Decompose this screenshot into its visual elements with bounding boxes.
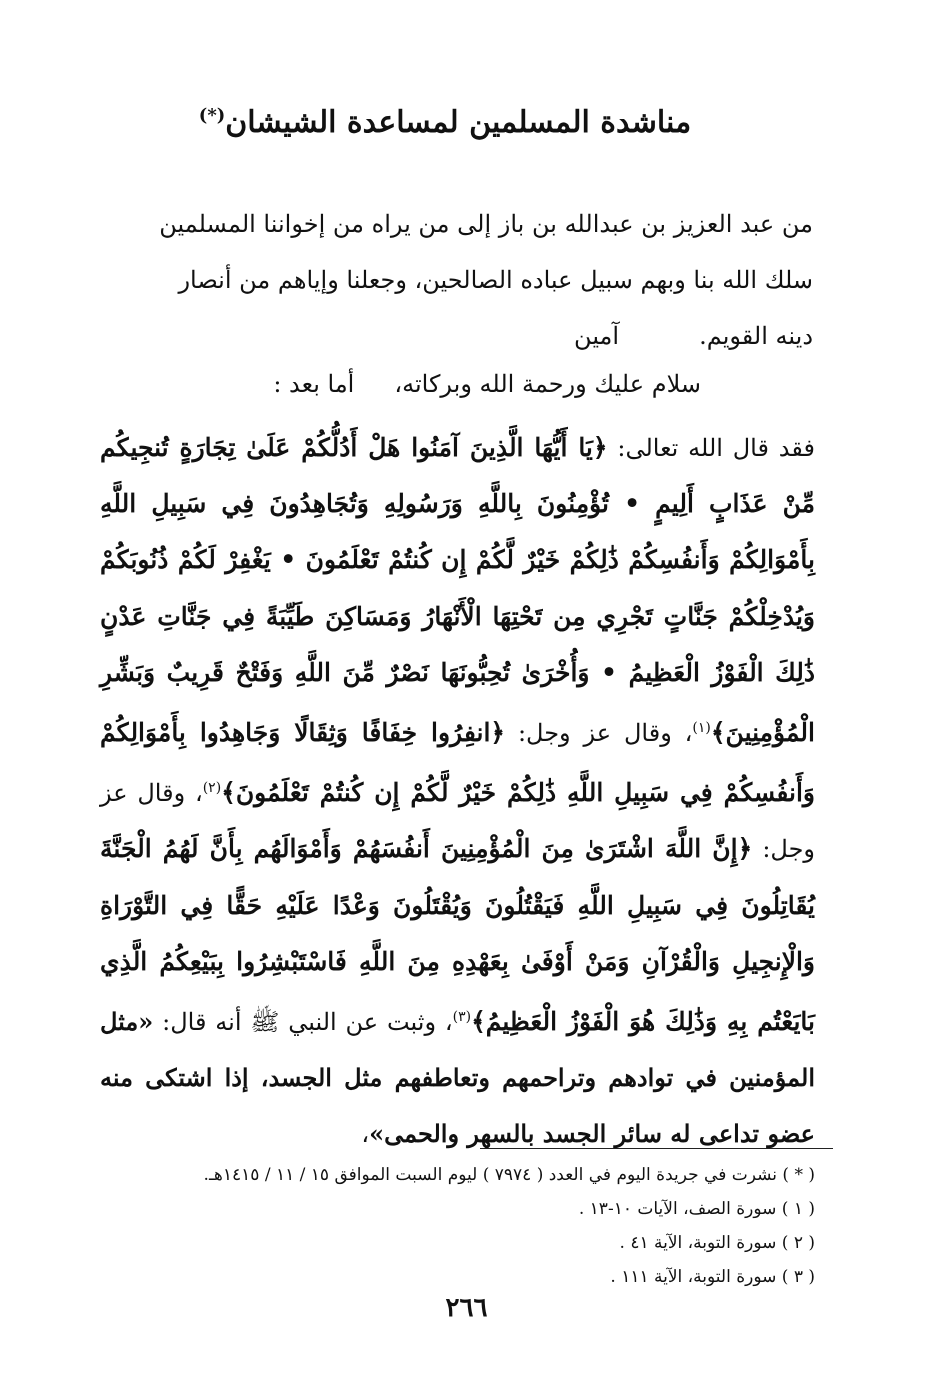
body-intro: فقد قال الله تعالى:	[617, 434, 815, 462]
body-connector: ، وقال عز وجل:	[517, 719, 693, 748]
intro-line-end: دينه القويم.	[699, 322, 813, 350]
intro-line: سلك الله بنا وبهم سبيل عباده الصالحين، وجعلنا وإياهم من أنصار	[178, 266, 813, 294]
amen-word: آمين	[574, 322, 620, 350]
body-connector: ، وثبت عن النبي ﷺ أنه قال:	[162, 1008, 453, 1037]
body-tail: ،	[361, 1120, 370, 1149]
quran-verse: ﴿إِنَّ اللَّهَ اشْتَرَىٰ مِنَ الْمُؤْمِنِينَ أَنفُسَهُمْ وَأَمْوَالَهُم بِأَنَّ لَهُمُ الْجَنَّةَ يُقَاتِلُونَ فِي سَبِيلِ اللَّهِ فَيَقْتُلُونَ وَيُقْتَلُونَ وَعْدًا عَلَيْهِ حَقًّا فِي التَّوْرَاةِ وَالْإِنجِيلِ وَالْقُرْآنِ وَمَنْ أَوْفَىٰ بِعَهْدِهِ مِنَ اللَّهِ فَاسْتَبْشِرُوا بِبَيْعِكُمُ الَّذِي بَايَعْتُم بِهِ وَذَٰلِكَ هُوَ الْفَوْزُ الْعَظِيمُ﴾	[100, 834, 815, 1037]
footnote: ( ١ ) سورة الصف، الآيات ١٠-١٣ .	[578, 1199, 815, 1219]
footnote: ( ٣ ) سورة التوبة، الآية ١١١ .	[610, 1267, 815, 1287]
footnote-divider	[480, 1148, 833, 1149]
footnote: ( * ) نشرت في جريدة اليوم في العدد ( ٧٩٧٤ ) ليوم السبت الموافق ١٥ / ١١ / ١٤١٥هـ.	[203, 1165, 815, 1185]
greeting-line	[101, 366, 701, 402]
title-text: مناشدة المسلمين لمساعدة الشيشان	[225, 105, 692, 140]
body-connector: ، وقال عز وجل:	[100, 779, 815, 864]
amma-bad-text: أما بعد :	[273, 370, 355, 398]
title-footnote-mark: (*)	[198, 105, 226, 126]
quran-verse: ﴿يَا أَيُّهَا الَّذِينَ آمَنُوا هَلْ أَدُلُّكُمْ عَلَىٰ تِجَارَةٍ تُنجِيكُم مِّنْ عَذَابٍ أَلِيمٍ • تُؤْمِنُونَ بِاللَّهِ وَرَسُولِهِ وَتُجَاهِدُونَ فِي سَبِيلِ اللَّهِ بِأَمْوَالِكُمْ وَأَنفُسِكُمْ ذَٰلِكُمْ خَيْرٌ لَّكُمْ إِن كُنتُمْ تَعْلَمُونَ • يَغْفِرْ لَكُمْ ذُنُوبَكُمْ وَيُدْخِلْكُمْ جَنَّاتٍ تَجْرِي مِن تَحْتِهَا الْأَنْهَارُ وَمَسَاكِنَ طَيِّبَةً فِي جَنَّاتِ عَدْنٍ ذَٰلِكَ الْفَوْزُ الْعَظِيمُ • وَأُخْرَىٰ تُحِبُّونَهَا نَصْرٌ مِّنَ اللَّهِ وَفَتْحٌ قَرِيبٌ وَبَشِّرِ الْمُؤْمِنِينَ﴾	[100, 433, 815, 748]
intro-line	[73, 308, 813, 364]
page-number: ٢٦٦	[445, 1293, 488, 1323]
page-title	[60, 96, 830, 143]
main-body	[100, 420, 815, 1163]
intro-paragraph	[73, 196, 813, 364]
hadith-quote: «مثل المؤمنين في توادهم وتراحمهم وتعاطفهم مثل الجسد، إذا اشتكى منه عضو تداعى له سائر الجسد بالسهر والحمى»	[100, 1007, 815, 1149]
salam-text: سلام عليك ورحمة الله وبركاته،	[394, 370, 701, 398]
footnote-ref: (٢)	[202, 780, 222, 797]
quran-verse: ﴿انفِرُوا خِفَافًا وَثِقَالًا وَجَاهِدُوا بِأَمْوَالِكُمْ وَأَنفُسِكُمْ فِي سَبِيلِ اللَّهِ ذَٰلِكُمْ خَيْرٌ لَّكُمْ إِن كُنتُمْ تَعْلَمُونَ﴾	[100, 718, 815, 808]
footnote-ref: (٣)	[452, 1009, 472, 1026]
footnotes	[100, 1158, 815, 1294]
footnote-ref: (١)	[692, 720, 711, 737]
intro-line: من عبد العزيز بن عبدالله بن باز إلى من يراه من إخواننا المسلمين	[159, 210, 813, 238]
footnote: ( ٢ ) سورة التوبة، الآية ٤١ .	[619, 1233, 815, 1253]
